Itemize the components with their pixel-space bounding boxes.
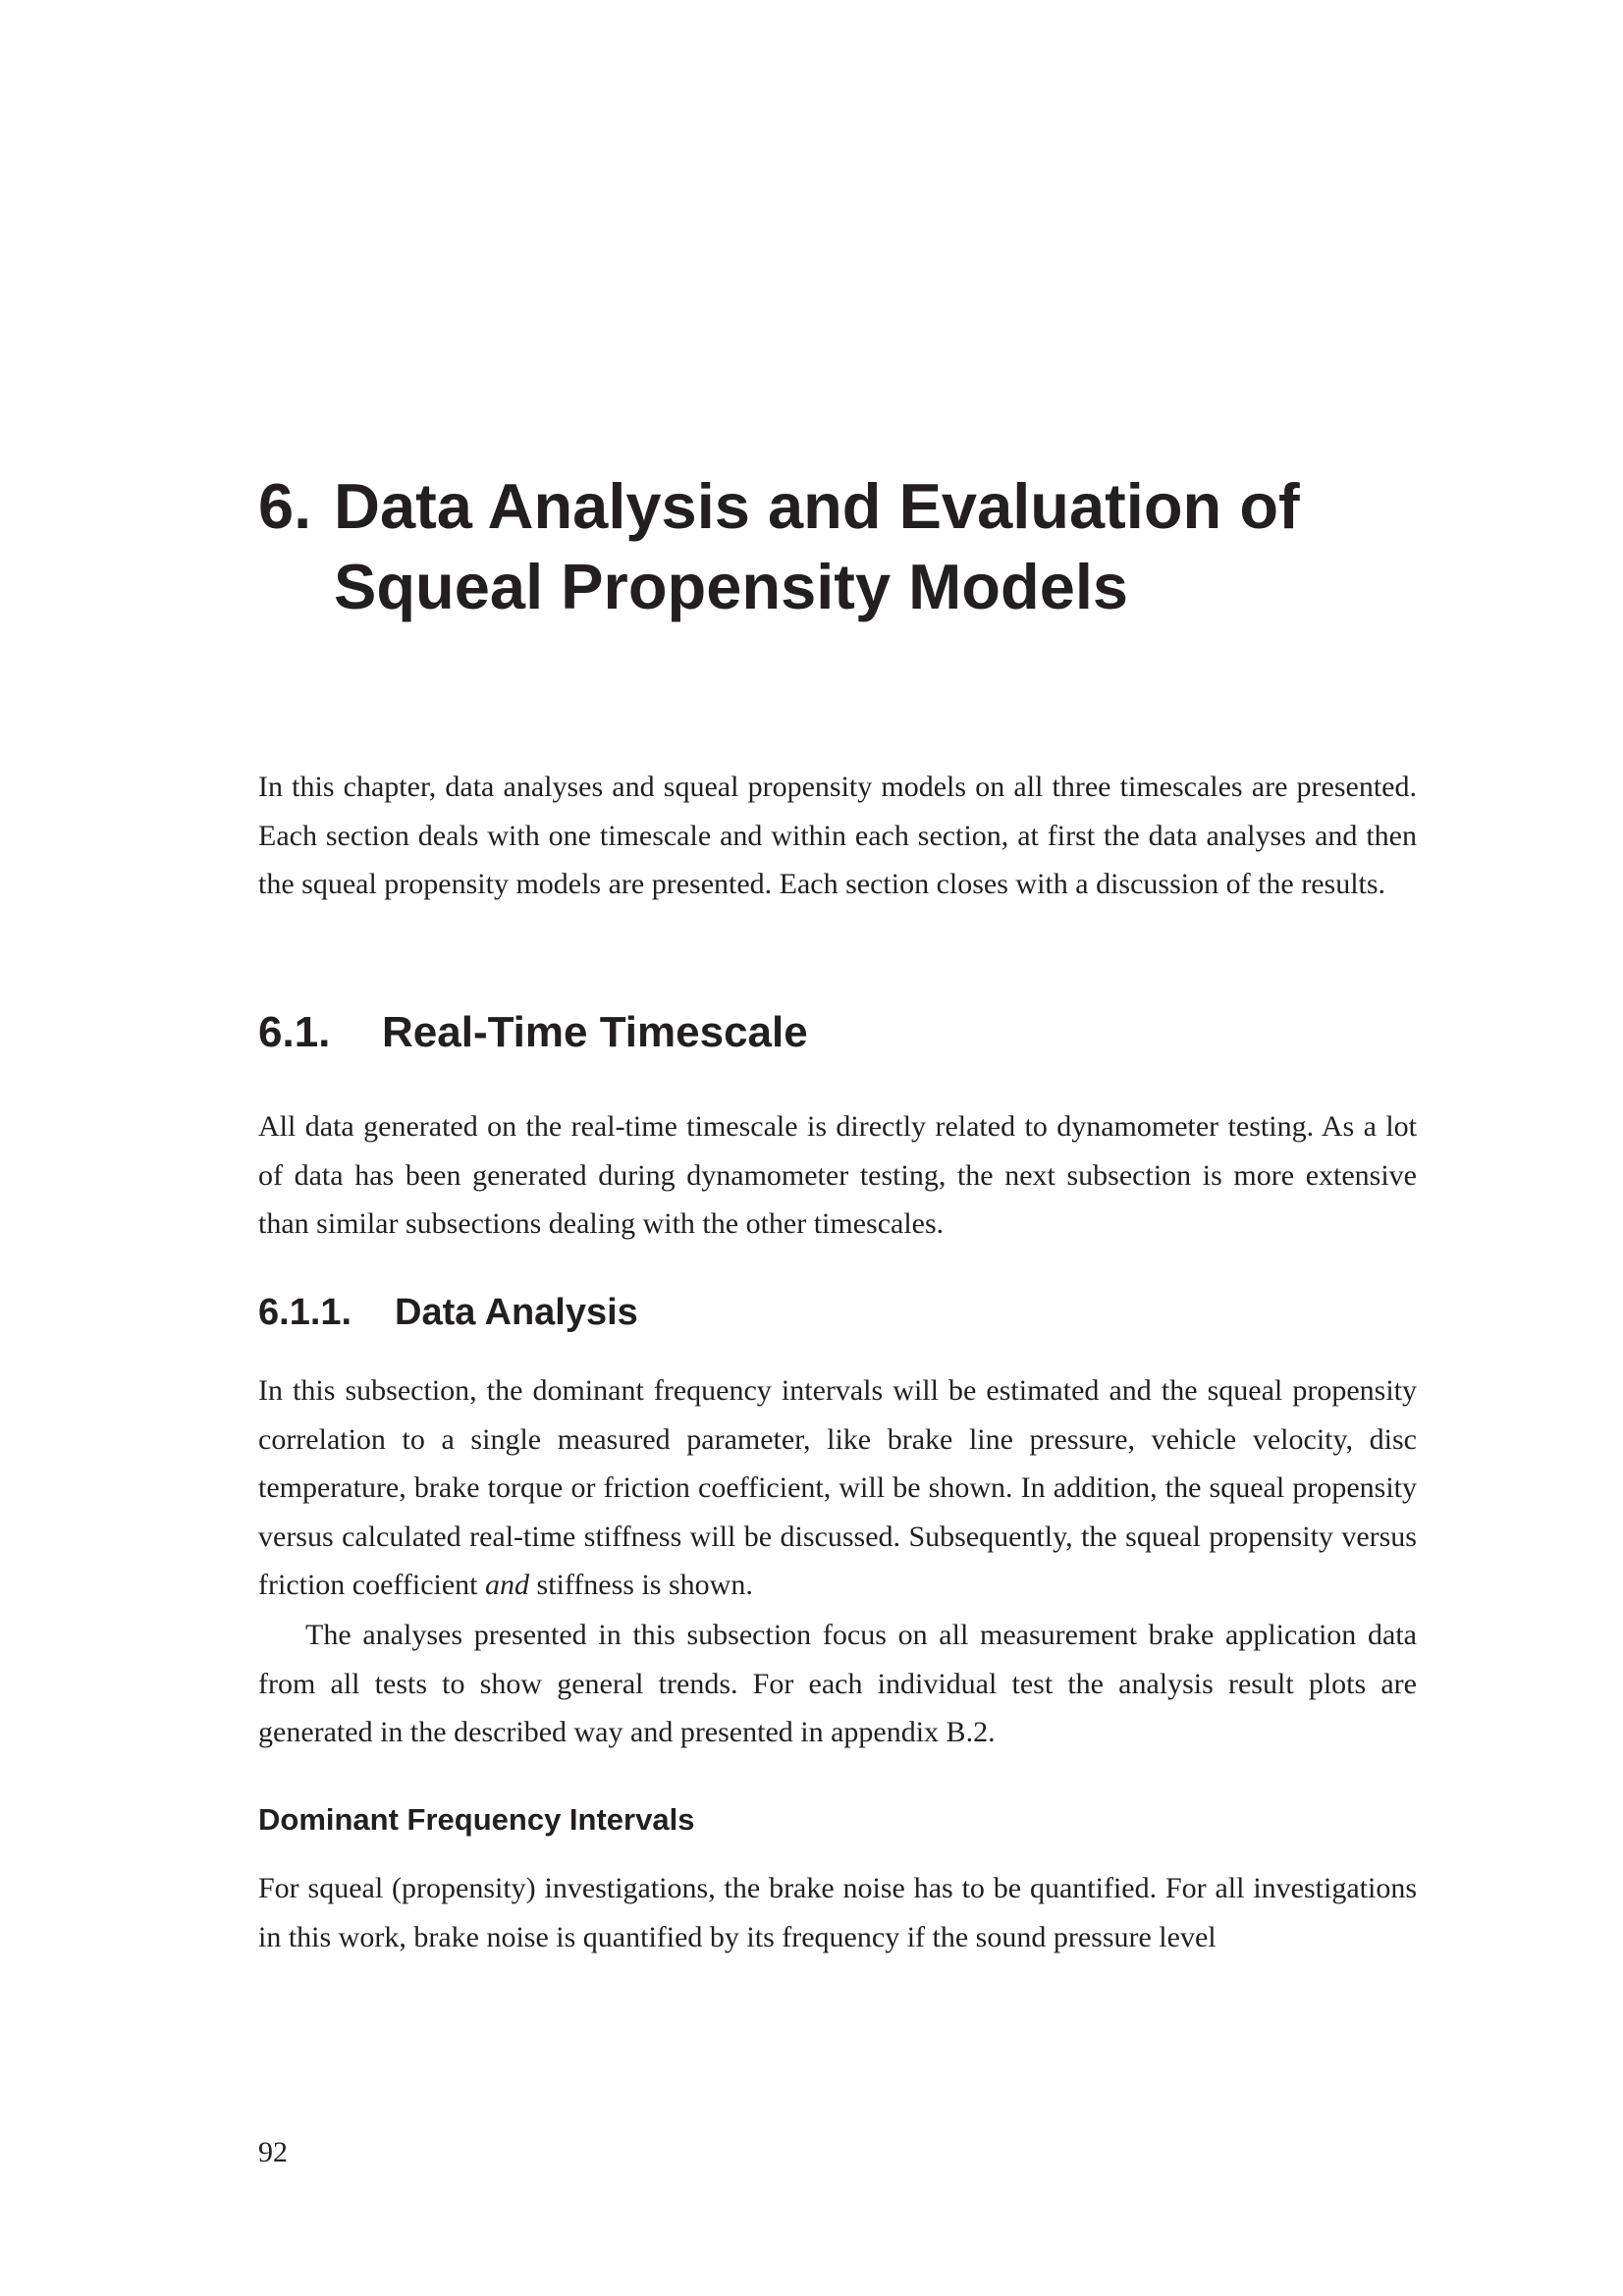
section-paragraph: All data generated on the real-time timescale is directly related to dynamometer testing. As a lot of data has been generated during dynamometer testing, the next subsection is more extensive than similar subsections dealing with the other timescales. xyxy=(258,1110,1417,1240)
subsection-title: Data Analysis xyxy=(395,1292,638,1333)
chapter-title-line1: Data Analysis and Evaluation of xyxy=(334,470,1300,542)
chapter-title-line2: Squeal Propensity Models xyxy=(334,551,1129,622)
paragraph-text: stiffness is shown. xyxy=(529,1569,753,1601)
chapter-title xyxy=(258,466,1417,627)
subsection-paragraph-2: The analyses presented in this subsection focus on all measurement brake application data from all tests to show general trends. For each individual test the analysis result plots are generated in the described way and presented in appendix B.2. xyxy=(258,1619,1417,1748)
intro-paragraph: In this chapter, data analyses and squeal propensity models on all three timescales are presented. Each section deals with one timescale and within each section, at first the data analyses and then the squeal propensity models are presented. Each section closes with a discussion of the results. xyxy=(258,771,1417,900)
subsection-number: 6.1.1. xyxy=(258,1292,352,1333)
paragraph-text: In this subsection, the dominant frequency intervals will be estimated and the squeal propensity correlation to a single measured parameter, like brake line pressure, vehicle velocity, disc temperature, brake torque or friction coefficient, will be shown. In addition, the squeal propensity versus calculated real-time stiffness will be discussed. Subsequently, the squeal propensity versus friction coefficient xyxy=(258,1374,1417,1601)
subsection-heading xyxy=(258,1289,638,1336)
section-number: 6.1. xyxy=(258,1008,331,1056)
page-number: 92 xyxy=(258,2136,288,2168)
frequency-paragraph: For squeal (propensity) investigations, the brake noise has to be quantified. For all investigations in this work, brake noise is quantified by its frequency if the sound pressure level xyxy=(258,1872,1417,1953)
chapter-number: 6. xyxy=(258,470,312,542)
emphasis-text: and xyxy=(485,1569,530,1601)
section-heading xyxy=(258,1005,808,1060)
paragraph-heading: Dominant Frequency Intervals xyxy=(258,1802,695,1837)
subsection-paragraph-1 xyxy=(258,1366,1417,1610)
section-title: Real-Time Timescale xyxy=(382,1008,808,1056)
